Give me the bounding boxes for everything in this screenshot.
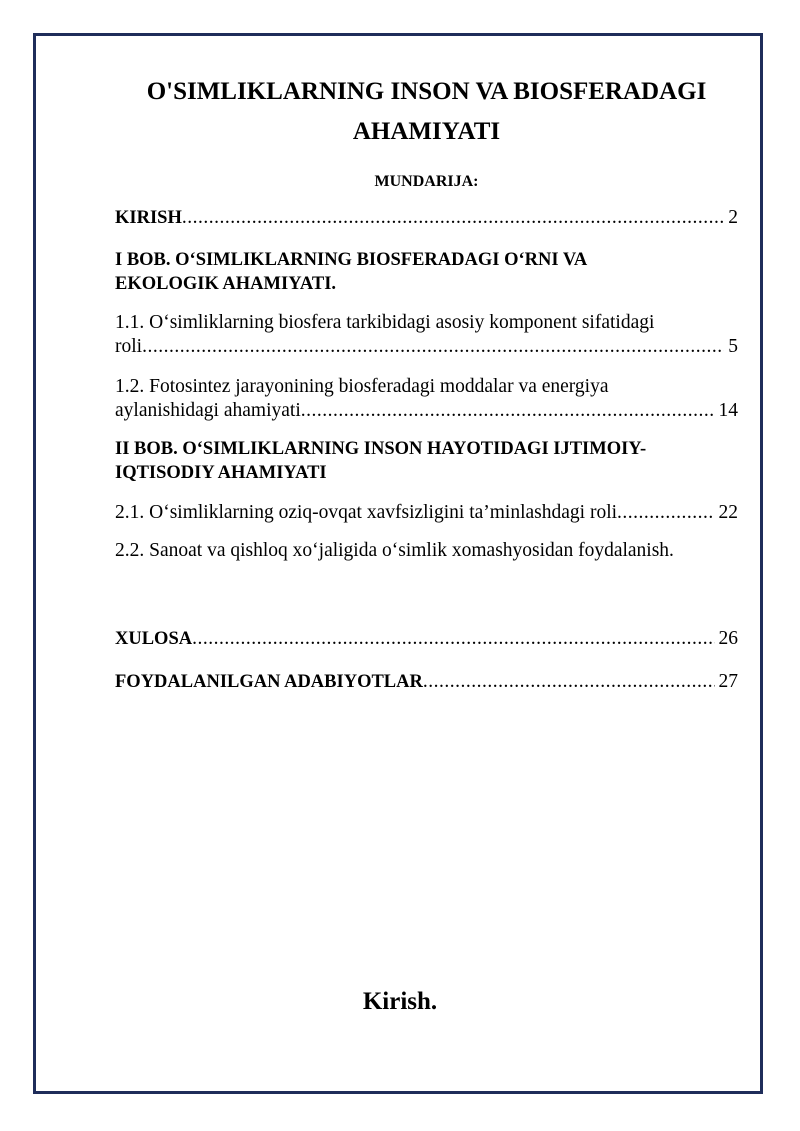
toc-page-number: 5	[728, 336, 738, 357]
toc-leader-dots	[301, 399, 715, 423]
toc-entry-label-cont: roli	[115, 336, 143, 357]
toc-page-number: 26	[718, 628, 738, 649]
toc-entry-label: FOYDALANILGAN ADABIYOTLAR	[115, 672, 423, 692]
document-content	[115, 72, 738, 694]
section-heading-introduction: Kirish.	[362, 988, 438, 1015]
toc-heading: MUNDARIJA:	[374, 173, 479, 190]
chapter-2-title-line-2: IQTISODIY AHAMIYATI	[115, 463, 327, 483]
toc-entry-leader-line	[115, 335, 738, 359]
toc-page-number: 14	[718, 400, 738, 421]
toc-entry-label: 1.2. Fotosintez jarayonining biosferadagi moddalar va energiya	[115, 376, 609, 397]
toc-entry-1-1[interactable]	[115, 311, 738, 359]
chapter-1-title-line-2: EKOLOGIK AHAMIYATI.	[115, 274, 337, 294]
toc-leader-dots	[182, 206, 724, 230]
chapter-1-title-line-1: I BOB. O‘SIMLIKLARNING BIOSFERADAGI O‘RNI VA	[115, 250, 588, 270]
toc-leader-dots	[617, 501, 714, 525]
document-title	[115, 72, 738, 152]
toc-chapter-2-title[interactable]	[115, 437, 738, 485]
toc-entry-leader-line	[115, 399, 738, 423]
toc-entry-2-1[interactable]	[115, 501, 738, 525]
toc-entry-label: KIRISH	[115, 208, 182, 228]
toc-leader-dots	[142, 335, 724, 359]
toc-entry-label: 2.1. O‘simliklarning oziq-ovqat xavfsizligini ta’minlashdagi roli	[115, 502, 618, 523]
toc-leader-dots	[423, 670, 715, 694]
toc-entry-references[interactable]	[115, 670, 738, 694]
table-of-contents	[115, 206, 738, 694]
toc-entry-1-2[interactable]	[115, 375, 738, 423]
title-line-2: AHAMIYATI	[352, 118, 501, 145]
toc-page-number: 2	[728, 207, 738, 228]
toc-entry-label-cont: aylanishidagi ahamiyati	[115, 400, 301, 421]
toc-page-number: 22	[718, 502, 738, 523]
toc-entry-intro[interactable]	[115, 206, 738, 230]
toc-leader-dots	[192, 627, 714, 651]
title-line-1: O'SIMLIKLARNING INSON VA BIOSFERADAGI	[146, 78, 707, 105]
chapter-2-title-line-1: II BOB. O‘SIMLIKLARNING INSON HAYOTIDAGI IJTIMOIY-	[115, 439, 647, 459]
toc-entry-label: 1.1. O‘simliklarning biosfera tarkibidagi asosiy komponent sifatidagi	[115, 312, 655, 333]
toc-entry-2-2[interactable]: 2.2. Sanoat va qishloq xo‘jaligida o‘simlik xomashyosidan foydalanish.	[115, 540, 674, 561]
toc-page-number: 27	[718, 671, 738, 692]
toc-entry-label: XULOSA	[115, 629, 193, 649]
toc-chapter-1-title[interactable]	[115, 248, 738, 296]
toc-entry-conclusion[interactable]	[115, 627, 738, 651]
